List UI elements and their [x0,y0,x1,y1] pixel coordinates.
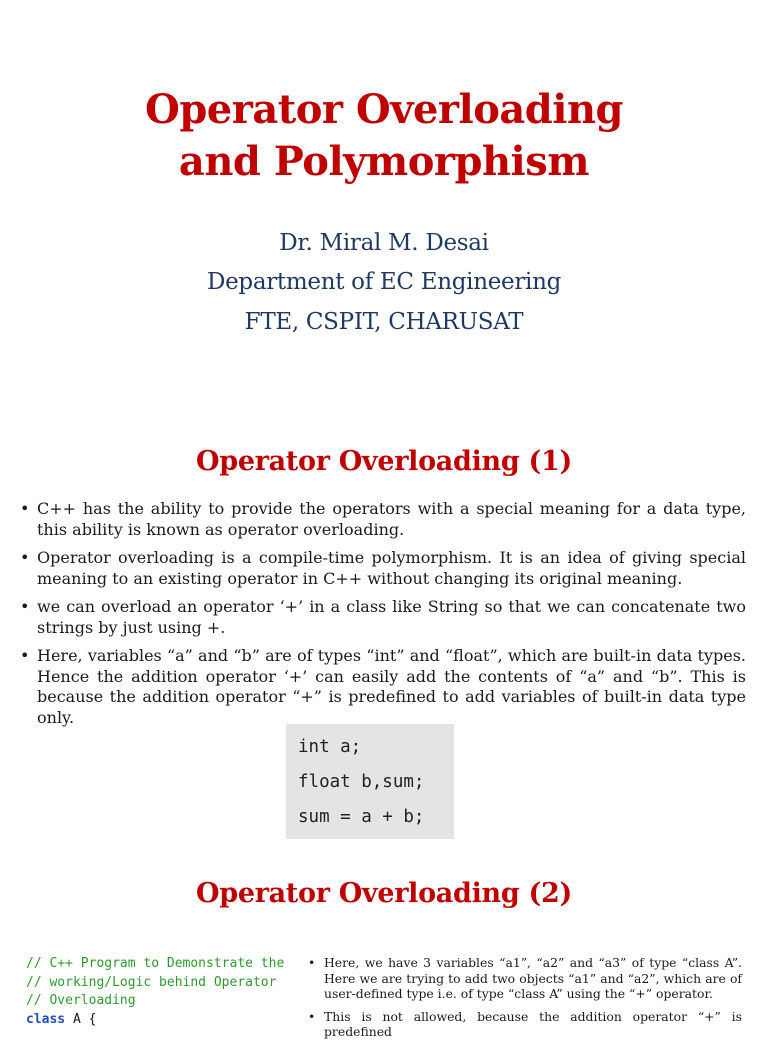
bullet-dot-icon: • [20,548,30,567]
code-class-name: A { [65,1011,97,1027]
department-name: Department of EC Engineering [206,269,562,295]
code-line: sum = a + b; [298,807,425,827]
code-comment-line: // working/Logic behind Operator [26,974,277,990]
code-comment-line: // C++ Program to Demonstrate the [26,956,285,971]
bullet-dot-icon: • [308,955,316,970]
code-snippet-box [286,724,454,839]
title-slide [0,0,768,420]
code-comment-line: // Overloading [26,993,136,1008]
slide1-heading: Operator Overloading (1) [196,446,572,477]
bullet-item: • we can overload an operator ‘+’ in a class like String so that we can concatenate two strings by just using +. [20,597,746,637]
code-line: float b,sum; [298,772,425,792]
bullet-dot-icon: • [20,597,30,616]
slide2-bullet-list [308,955,742,1047]
bullet-item: • Operator overloading is a compile-time polymorphism. It is an idea of giving special meaning to an existing operator in C++ without changing its original meaning. [20,548,746,588]
code-class-line [26,1011,296,1030]
bullet-item: • This is not allowed, because the addition operator “+” is predefined [308,1008,742,1040]
code-listing [26,955,296,1029]
slide1-bullet-list [20,499,746,736]
bullet-dot-icon: • [20,646,30,665]
bullet-dot-icon: • [20,499,30,518]
institute-name: FTE, CSPIT, CHARUSAT [244,309,524,335]
bullet-item: • C++ has the ability to provide the operators with a special meaning for a data type, this ability is known as operator overloading. [20,499,746,539]
bullet-dot-icon: • [308,1008,316,1024]
slide2-heading: Operator Overloading (2) [196,878,572,909]
author-name: Dr. Miral M. Desai [279,230,489,256]
main-title-line-1: Operator Overloading [144,86,624,133]
bullet-item: • Here, we have 3 variables “a1”, “a2” and “a3” of type “class A”. Here we are trying to add two objects “a1” and “a2”, which are of user-defined type i.e. of type “class A” using the “+” operator. [308,955,742,1002]
bullet-item: • Here, variables “a” and “b” are of types “int” and “float”, which are built-in data types. Hence the addition operator ‘+’ can easily add the contents of “a” and “b”. This is because the addition operator “+” is predefined to add variables of built-in data type only. [20,646,746,727]
code-keyword: class [26,1011,66,1027]
code-line: int a; [298,737,362,757]
main-title-line-2: and Polymorphism [178,138,590,185]
